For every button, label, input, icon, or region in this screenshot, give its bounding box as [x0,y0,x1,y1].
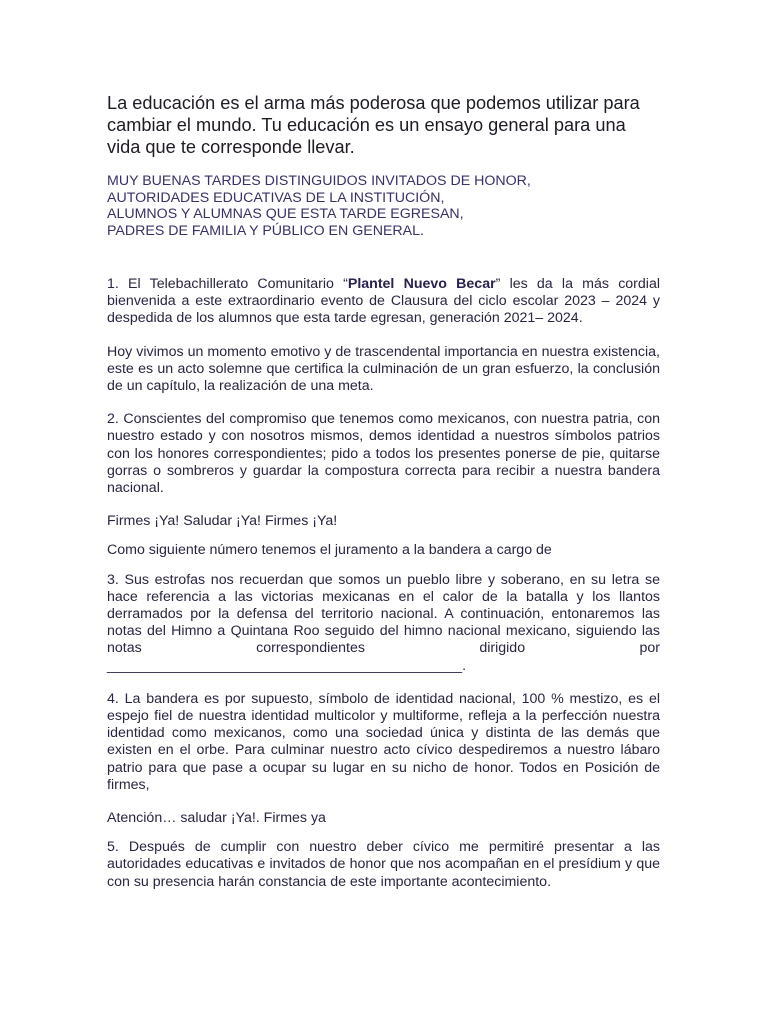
signature-blank-line: _____________________________________________. [107,657,467,674]
salutation-line: MUY BUENAS TARDES DISTINGUIDOS INVITADOS DE HONOR, [107,173,531,189]
school-name: Plantel Nuevo Becar [347,276,496,292]
welcome-text-end: ” les da la más cordial bienvenida a este extraordinario evento de Clausura del ciclo escolar 2023 – 2024 y despedida de los alumnos que esta tarde egresan, generación 2021– 2024. [107,276,660,327]
salutation-line: AUTORIDADES EDUCATIVAS DE LA INSTITUCIÓN, [107,189,445,206]
salutation [107,173,660,239]
paragraph-himno [107,572,660,675]
paragraph-juramento: Como siguiente número tenemos el juramento a la bandera a cargo de [107,542,552,559]
salutation-line: PADRES DE FAMILIA Y PÚBLICO EN GENERAL. [107,222,424,239]
welcome-text-start: 1. El Telebachillerato Comunitario “ [107,276,348,292]
opening-quote: La educación es el arma más poderosa que podemos utilizar para cambiar el mundo. Tu educación es un ensayo general para una vida que te corresponde llevar. [107,93,640,157]
paragraph-presidium: 5. Después de cumplir con nuestro deber cívico me permitiré presentar a las autoridades educativas e invitados de honor que nos acompañan en el presídium y que con su presencia harán constancia de este importante acontecimiento. [107,839,660,890]
himno-text: 3. Sus estrofas nos recuerdan que somos un pueblo libre y soberano, en su letra se hace referencia a las victorias mexicanas en el calor de la batalla y los llantos derramados por la defensa del territorio nacional. A continuación, entonaremos las notas del Himno a Quintana Roo seguido del himno nacional mexicano, siguiendo las notas correspondientes dirigido por [107,571,660,657]
paragraph-atencion: Atención… saludar ¡Ya!. Firmes ya [107,810,326,827]
paragraph-firmes: Firmes ¡Ya! Saludar ¡Ya! Firmes ¡Ya! [107,513,338,530]
document-page [107,92,660,907]
paragraph-moment: Hoy vivimos un momento emotivo y de trascendental importancia en nuestra existencia, este es un acto solemne que certifica la culminación de un gran esfuerzo, la conclusión de un capítulo, la realización de una meta. [107,343,660,395]
paragraph-symbols: 2. Conscientes del compromiso que tenemos como mexicanos, con nuestra patria, con nuestro estado y con nosotros mismos, demos identidad a nuestros símbolos patrios con los honores correspondientes; pido a todos los presentes ponerse de pie, quitarse gorras o sombreros y guardar la compostura correcta para recibir a nuestra bandera nacional. [107,411,660,497]
paragraph-bandera: 4. La bandera es por supuesto, símbolo de identidad nacional, 100 % mestizo, es el espejo fiel de nuestra identidad multicolor y multiforme, refleja a la perfección nuestra identidad como mexicanos, como una sociedad única y distinta de las demás que existen en el orbe. Para culminar nuestro acto cívico despediremos a nuestro lábaro patrio para que pase a ocupar su lugar en su nicho de honor. Todos en Posición de firmes, [107,690,660,793]
paragraph-welcome [107,276,660,328]
salutation-line: ALUMNOS Y ALUMNAS QUE ESTA TARDE EGRESAN, [107,206,464,222]
